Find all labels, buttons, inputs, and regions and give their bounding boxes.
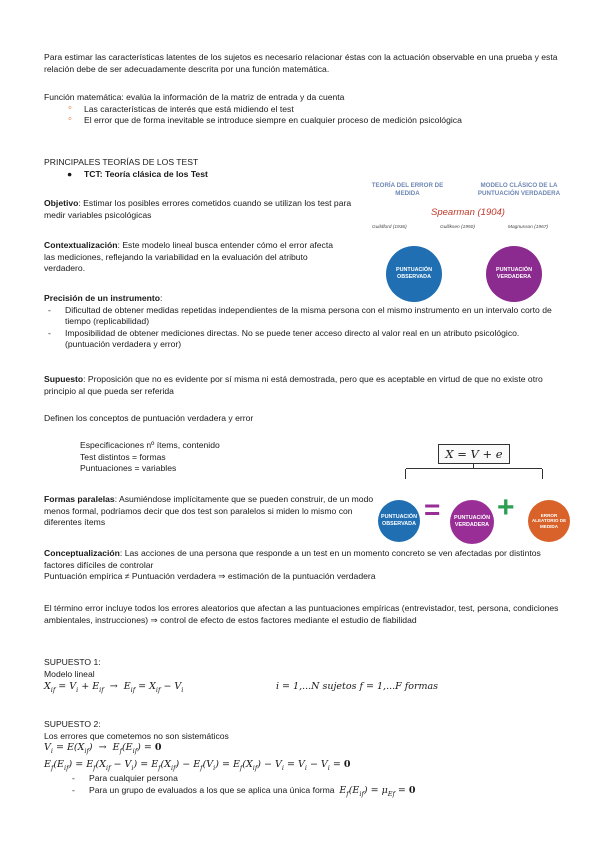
list-item: - Imposibilidad de obtener mediciones directas. No se puede tener acceso directo al valor real en un atributo psicológico. (puntuación verdadera y error)	[44, 328, 564, 351]
fig2-circle-observada: PUNTUACIÓN OBSERVADA	[378, 500, 420, 542]
concept-text: : Las acciones de una persona que responde a un test en un momento concreto se ven afectadas por distintos factores difíciles de controlar	[44, 548, 541, 570]
teorias-heading: PRINCIPALES TEORÍAS DE LOS TEST	[44, 157, 199, 167]
supuesto-text: : Proposición que no es evidente por sí misma ni está demostrada, pero que es aceptable en virtud de que no existe otro principio al que pueda ser referida	[44, 374, 543, 396]
figure-teoria-error	[360, 182, 570, 302]
supuesto-paragraph	[44, 374, 564, 397]
fig1-circle-observada: PUNTUACIÓN OBSERVADA	[386, 246, 442, 302]
equals-sign: =	[424, 494, 441, 525]
formas-paragraph	[44, 494, 374, 529]
bracket-line	[406, 468, 542, 479]
supuesto2-section	[44, 719, 564, 797]
supuesto2-eq2: $E_f(E_{if}) = E_f(X_{if} - V_i) = E_f(X_{if}) - E_f(V_i) = E_f(X_{if}) - V_i = V_i - V_i = 0$	[44, 758, 351, 772]
intro-paragraph: Para estimar las características latentes de los sujetos es necesario relacionar éstas con la actuación observable en una prueba y esta relación debe de ser adecuadamente descrita por una función matemática.	[44, 52, 558, 74]
supuesto1-title: SUPUESTO 1:	[44, 657, 101, 667]
supuesto2-list	[44, 773, 564, 796]
definen-text: Definen los conceptos de puntuación verdadera y error	[44, 413, 254, 423]
list-item: Especificaciones nº ítems, contenido	[80, 440, 220, 450]
precision-label: Precisión de un instrumento	[44, 293, 161, 303]
concept-label: Conceptualización	[44, 548, 120, 558]
tct-item	[68, 169, 588, 181]
tct-title: TCT: Teoría clásica de los Test	[84, 169, 208, 179]
list-item: Test distintos = formas	[80, 451, 166, 462]
list-item: - Dificultad de obtener medidas repetidas independientes de la misma persona con el mismo instrumento en un intervalo corto de tiempo (replicabilidad)	[44, 305, 564, 328]
objetivo-label: Objetivo	[44, 198, 79, 208]
index-range: i = 1,...N sujetos f = 1,...F formas	[276, 681, 439, 693]
fig1-right-title: MODELO CLÁSICO DE LA PUNTUACIÓN VERDADERA	[477, 182, 561, 197]
funcion-list	[44, 104, 564, 127]
author-1: Guildford (1936)	[372, 225, 407, 230]
bullet-dot: ●	[67, 169, 73, 179]
error-paragraph: El término error incluye todos los errores aleatorios que afectan a las puntuaciones empíricas (entrevistador, test, persona, condiciones ambientales, instrucciones) ⇒ control de efecto de estos factores mediante el estudio de fiabilidad	[44, 603, 559, 625]
contextualizacion-paragraph	[44, 240, 344, 275]
supuesto-label: Supuesto	[44, 374, 84, 384]
list-item: ◦ El error que de forma inevitable se introduce siempre en cualquier proceso de medición psicológica	[44, 115, 564, 127]
formas-text: : Asumiéndose implícitamente que se pueden construir, de un modo menos formal, podríamos decir que dos test son paralelos si miden lo mismo con diferentes ítems	[44, 494, 374, 528]
supuesto2-sub: Los errores que cometemos no son sistemáticos	[44, 730, 229, 741]
objetivo-paragraph	[44, 198, 354, 221]
fig1-spearman: Spearman (1904)	[431, 207, 505, 218]
precision-list	[44, 305, 564, 351]
funcion-text: Función matemática: evalúa la información de la matriz de entrada y da cuenta	[44, 92, 345, 102]
list-item: Puntuaciones = variables	[80, 463, 177, 474]
plus-sign: +	[497, 491, 515, 524]
supuesto2-eq1: $V_i = E(X_{if}) \to E_f(E_{if}) = 0$	[44, 742, 162, 756]
supuesto2-title: SUPUESTO 2:	[44, 719, 101, 729]
list-item: - Para cualquier persona	[68, 773, 564, 785]
contextualizacion-text: : Este modelo lineal busca entender cómo el error afecta las mediciones, reflejando la variabilidad en la evaluación del atributo verdadero.	[44, 240, 333, 274]
objetivo-text: : Estimar los posibles errores cometidos cuando se utilizan los test para medir variables psicológicas	[44, 198, 352, 220]
fig2-circle-error: ERROR ALEATORIO DE MEDIDA	[528, 500, 570, 542]
supuesto1-sub: Modelo lineal	[44, 668, 95, 679]
formas-label: Formas paralelas	[44, 494, 115, 504]
funcion-matematica	[44, 92, 564, 127]
specs-list	[80, 440, 340, 475]
supuesto1-section	[44, 657, 564, 693]
formula-box: X = V + e	[438, 444, 510, 464]
figure-modelo-ecuacion	[370, 444, 575, 544]
contextualizacion-label: Contextualización	[44, 240, 118, 250]
precision-section: Precisión de un instrumento: - Dificultad de obtener medidas repetidas independientes de la misma persona con el mismo instrumento en un intervalo corto de tiempo (replicabilidad) - Imposibilidad de obtener mediciones directas. No se puede tener acceso directo al valor real en un atributo psicológico. (puntuación verdadera y error)	[44, 293, 564, 351]
list-item: ◦ Las características de interés que está midiendo el test	[44, 104, 564, 116]
concept-line2: Puntuación empírica ≠ Puntuación verdadera ⇒ estimación de la puntuación verdadera	[44, 571, 376, 582]
fig1-left-title: TEORÍA DEL ERROR DE MEDIDA	[371, 182, 444, 197]
author-2: Gulliksen (1950)	[440, 225, 475, 230]
list-item: - Para un grupo de evaluados a los que se aplica una única forma $E_f(E_{if}) = \mu_{Ef} = 0$	[68, 785, 564, 797]
fig2-circle-verdadera: PUNTUACIÓN VERDADERA	[450, 500, 494, 544]
author-3: Magnusson (1967)	[508, 225, 548, 230]
supuesto1-equation: $X_{if} = V_i + E_{if} \to E_{if} = X_{if} - V_i$ i = 1,...N sujetos f = 1,...F formas	[44, 681, 439, 695]
fig1-circle-verdadera: PUNTUACIÓN VERDADERA	[486, 246, 542, 302]
concept-paragraph	[44, 548, 564, 583]
